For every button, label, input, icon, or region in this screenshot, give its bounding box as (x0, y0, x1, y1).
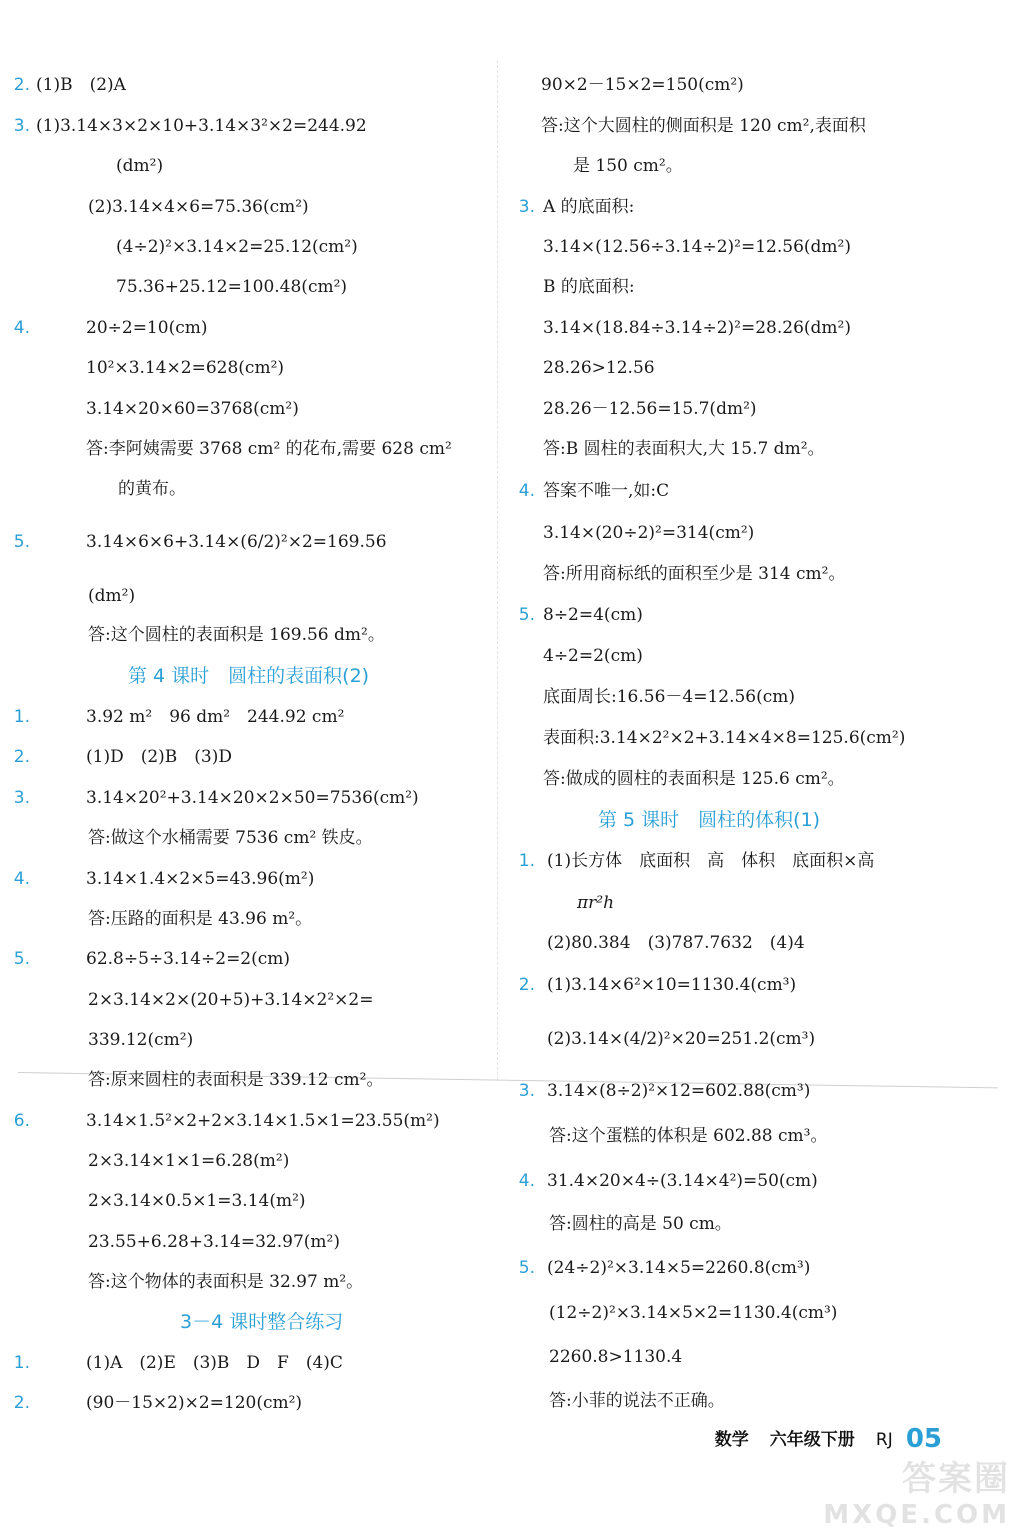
answer-line (13, 706, 345, 728)
line-text: 表面积:3.14×2²×2+3.14×4×8=125.6(cm²) (543, 728, 906, 748)
answer-line (88, 196, 309, 218)
line-text: 2×3.14×1×1=6.28(m²) (88, 1151, 290, 1171)
answer-line (118, 478, 186, 500)
line-text: (90－15×2)×2=120(cm²) (86, 1393, 303, 1413)
line-text: (dm²) (116, 156, 164, 176)
line-text: (1)A (2)E (3)B D F (4)C (86, 1353, 343, 1373)
line-text: 答:这个物体的表面积是 32.97 m²。 (88, 1272, 364, 1292)
answer-line (549, 1346, 682, 1368)
line-text: 答:李阿姨需要 3768 cm² 的花布,需要 628 cm² (86, 439, 452, 459)
line-text: (2)3.14×(4/2)²×20=251.2(cm³) (547, 1029, 816, 1049)
answer-line (573, 155, 683, 177)
answer-line (88, 624, 385, 646)
answer-line (13, 531, 387, 553)
answer-line (88, 585, 135, 607)
line-text: 答:所用商标纸的面积至少是 314 cm²。 (543, 564, 846, 584)
line-text: (12÷2)²×3.14×5×2=1130.4(cm³) (549, 1303, 838, 1323)
answer-line (547, 1028, 815, 1050)
answer-line (518, 850, 875, 872)
answer-line (13, 74, 126, 96)
item-number: 1. (518, 851, 535, 871)
answer-line (86, 398, 299, 420)
line-text: 答:原来圆柱的表面积是 339.12 cm²。 (88, 1070, 384, 1090)
answer-line (13, 948, 291, 970)
line-text: B 的底面积: (543, 277, 635, 297)
answer-line (116, 236, 358, 258)
line-text: πr²h (577, 893, 615, 913)
answer-line (518, 604, 643, 626)
line-text: 答:B 圆柱的表面积大,大 15.7 dm²。 (543, 439, 825, 459)
answer-line (543, 768, 845, 790)
answer-line (549, 1390, 725, 1412)
item-number: 5. (13, 532, 30, 552)
item-number: 3. (518, 197, 535, 217)
answer-line (518, 1080, 811, 1102)
item-number: 5. (518, 1258, 535, 1278)
watermark (823, 1451, 1010, 1530)
line-text: 3.14×20²+3.14×20×2×50=7536(cm²) (86, 788, 419, 808)
line-text: 28.26－12.56=15.7(dm²) (543, 399, 757, 419)
line-text: (1)B (2)A (36, 75, 126, 95)
item-number: 5. (13, 949, 30, 969)
line-text: 3.14×(8÷2)²×12=602.88(cm³) (547, 1081, 811, 1101)
answer-line (88, 1069, 383, 1091)
item-number: 2. (13, 1393, 30, 1413)
line-text: 4÷2=2(cm) (543, 646, 643, 666)
answer-line (13, 317, 208, 339)
item-number: 2. (518, 975, 535, 995)
answer-line (88, 827, 373, 849)
line-text: (2)80.384 (3)787.7632 (4)4 (547, 933, 805, 953)
line-text: 10²×3.14×2=628(cm²) (86, 358, 285, 378)
footer-subject: 数学 (714, 1430, 749, 1450)
line-text: 答:这个圆柱的表面积是 169.56 dm²。 (88, 625, 385, 645)
answer-line (518, 974, 797, 996)
answer-line (543, 357, 655, 379)
answer-line (116, 155, 163, 177)
item-number: 3. (13, 116, 30, 136)
line-text: 3.14×1.4×2×5=43.96(m²) (86, 869, 315, 889)
line-text: 答:这个大圆柱的侧面积是 120 cm²,表面积 (541, 116, 866, 136)
answer-line (518, 480, 670, 502)
line-text: 8÷2=4(cm) (543, 605, 643, 625)
line-text: 62.8÷5÷3.14÷2=2(cm) (86, 949, 291, 969)
line-text: 答:做这个水桶需要 7536 cm² 铁皮。 (88, 828, 373, 848)
line-text: 底面周长:16.56－4=12.56(cm) (543, 687, 796, 707)
line-text: 答:压路的面积是 43.96 m²。 (88, 909, 313, 929)
item-number: 5. (518, 605, 535, 625)
answer-line (13, 787, 419, 809)
line-text: 28.26>12.56 (543, 358, 655, 378)
answer-line (88, 1231, 340, 1253)
line-text: (1)3.14×6²×10=1130.4(cm³) (547, 975, 797, 995)
line-text: (1)3.14×3×2×10+3.14×3²×2=244.92 (36, 116, 367, 136)
line-text: 3.92 m² 96 dm² 244.92 cm² (86, 707, 345, 727)
answer-line (543, 522, 754, 544)
answer-line (543, 563, 845, 585)
item-number: 4. (518, 481, 535, 501)
line-text: 答:小菲的说法不正确。 (549, 1391, 725, 1411)
line-text: 339.12(cm²) (88, 1030, 194, 1050)
section-heading: 3－4 课时整合练习 (180, 1311, 344, 1333)
answer-line (116, 276, 347, 298)
answer-line (13, 1110, 440, 1132)
line-text: 23.55+6.28+3.14=32.97(m²) (88, 1232, 340, 1252)
item-number: 6. (13, 1111, 30, 1131)
line-text: 90×2－15×2=150(cm²) (541, 75, 744, 95)
watermark-logo-text: 答案圈 (902, 1459, 1010, 1499)
item-number: 3. (518, 1081, 535, 1101)
line-text: 2260.8>1130.4 (549, 1347, 683, 1367)
line-text: (2)3.14×4×6=75.36(cm²) (88, 197, 309, 217)
line-text: 2×3.14×2×(20+5)+3.14×2²×2= (88, 990, 374, 1010)
footer-edition: RJ (875, 1430, 893, 1450)
answer-line (577, 892, 614, 914)
answer-line (543, 398, 757, 420)
answer-line (13, 1392, 303, 1414)
line-text: 的黄布。 (118, 479, 186, 499)
answer-line (88, 1271, 363, 1293)
line-text: 答:这个蛋糕的体积是 602.88 cm³。 (549, 1126, 828, 1146)
page-number: 05 (905, 1424, 942, 1454)
line-text: 答:圆柱的高是 50 cm。 (549, 1214, 732, 1234)
watermark-url: MXQE.COM (823, 1500, 1010, 1530)
answer-line (543, 236, 851, 258)
line-text: A 的底面积: (543, 197, 635, 217)
line-text: 3.14×(20÷2)²=314(cm²) (543, 523, 755, 543)
line-text: (dm²) (88, 586, 136, 606)
answer-line (543, 727, 905, 749)
line-text: 是 150 cm²。 (573, 156, 683, 176)
page-footer (715, 1424, 942, 1454)
item-number: 3. (13, 788, 30, 808)
answer-line (543, 438, 825, 460)
item-number: 2. (13, 747, 30, 767)
answer-line (13, 746, 232, 768)
answer-line (88, 1150, 289, 1172)
answer-line (518, 1257, 811, 1279)
answer-line (547, 932, 805, 954)
line-text: (1)长方体 底面积 高 体积 底面积×高 (547, 851, 875, 871)
line-text: 3.14×(12.56÷3.14÷2)²=12.56(dm²) (543, 237, 851, 257)
answer-line (88, 908, 312, 930)
line-text: 答:做成的圆柱的表面积是 125.6 cm²。 (543, 769, 845, 789)
line-text: (24÷2)²×3.14×5=2260.8(cm³) (547, 1258, 811, 1278)
answer-line (549, 1302, 837, 1324)
item-number: 4. (13, 869, 30, 889)
answer-line (13, 1352, 343, 1374)
answer-line (549, 1125, 827, 1147)
answer-line (13, 868, 315, 890)
answer-line (541, 115, 866, 137)
line-text: 75.36+25.12=100.48(cm²) (116, 277, 348, 297)
item-number: 4. (518, 1171, 535, 1191)
line-text: (4÷2)²×3.14×2=25.12(cm²) (116, 237, 358, 257)
answer-line (543, 645, 643, 667)
answer-line (86, 438, 452, 460)
item-number: 1. (13, 1353, 30, 1373)
answer-line (88, 1029, 193, 1051)
line-text: 3.14×(18.84÷3.14÷2)²=28.26(dm²) (543, 318, 851, 338)
line-text: 20÷2=10(cm) (86, 318, 208, 338)
answer-line (541, 74, 744, 96)
line-text: 2×3.14×0.5×1=3.14(m²) (88, 1191, 306, 1211)
section-heading: 第 4 课时 圆柱的表面积(2) (128, 665, 370, 687)
line-text: 3.14×20×60=3768(cm²) (86, 399, 299, 419)
line-text: 3.14×1.5²×2+2×3.14×1.5×1=23.55(m²) (86, 1111, 440, 1131)
answer-line (518, 1170, 818, 1192)
line-text: 3.14×6×6+3.14×(6/2)²×2=169.56 (86, 532, 387, 552)
answer-line (13, 115, 367, 137)
line-text: (1)D (2)B (3)D (86, 747, 232, 767)
answer-line (518, 196, 635, 218)
line-text: 31.4×20×4÷(3.14×4²)=50(cm) (547, 1171, 818, 1191)
section-heading: 第 5 课时 圆柱的体积(1) (598, 809, 821, 831)
column-separator (497, 60, 498, 1080)
item-number: 4. (13, 318, 30, 338)
item-number: 2. (13, 75, 30, 95)
answer-line (88, 1190, 306, 1212)
item-number: 1. (13, 707, 30, 727)
answer-line (86, 357, 284, 379)
answer-line (543, 276, 635, 298)
footer-grade: 六年级下册 (769, 1430, 855, 1450)
answer-line (88, 989, 373, 1011)
line-text: 答案不唯一,如:C (543, 481, 670, 501)
answer-line (543, 317, 851, 339)
answer-line (543, 686, 795, 708)
answer-line (549, 1213, 732, 1235)
